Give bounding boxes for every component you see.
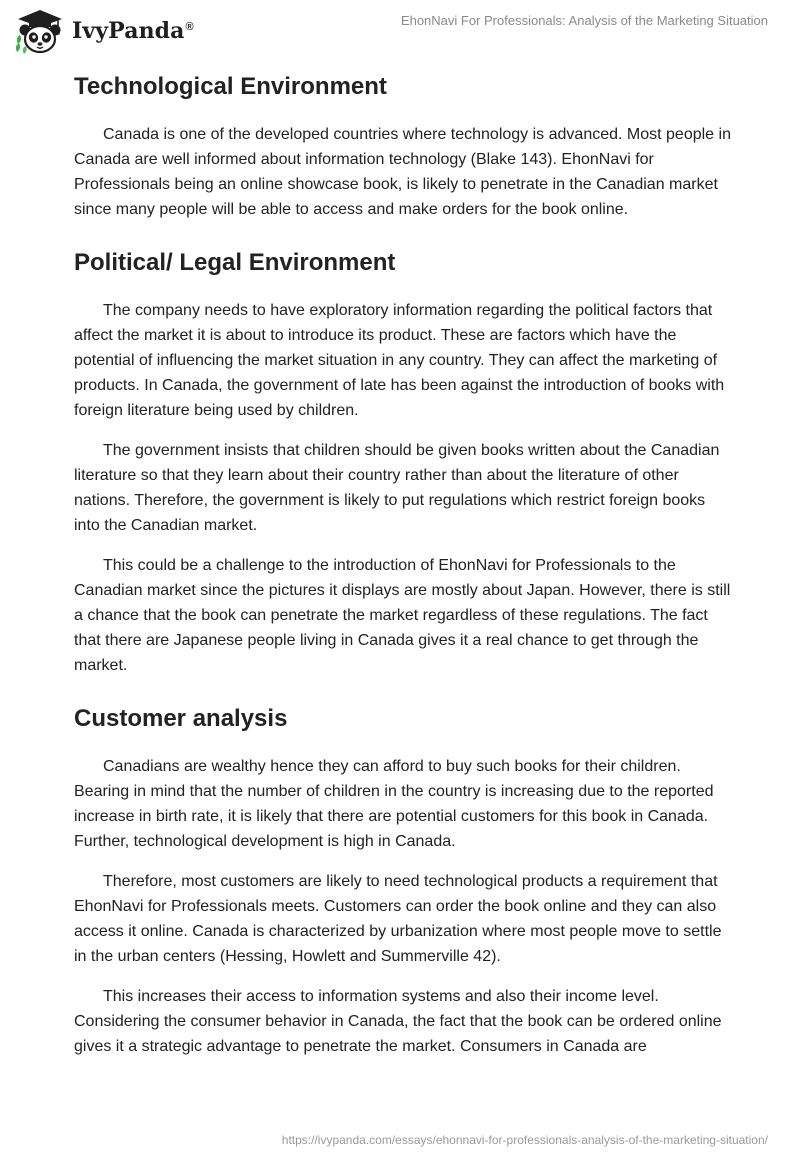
paragraph: This could be a challenge to the introduction of EhonNavi for Professionals to the Canadian market since the pictures it displays are mostly about Japan. However, there is still a chance that the book can penetrate the market regardless of these regulations. The fact that there are Japanese people living in Canada gives it a real chance to get through the market.: [74, 557, 731, 674]
source-url-link[interactable]: https://ivypanda.com/essays/ehonnavi-for-professionals-analysis-of-the-marketing-situation/: [281, 1133, 768, 1147]
page-header: [0, 0, 800, 60]
logo-text: IvyPanda®: [72, 18, 194, 44]
site-logo[interactable]: [14, 8, 194, 56]
document-title: EhonNavi For Professionals: Analysis of the Marketing Situation: [400, 13, 768, 28]
paragraph: Therefore, most customers are likely to need technological products a requirement that EhonNavi for Professionals meets. Customers can order the book online and they can also access it online. Canada is characterized by urbanization where most people move to settle in the urban centers (Hessing, Howlett and Summerville 42).: [74, 873, 722, 965]
section-heading-technological: Technological Environment: [74, 73, 387, 100]
essay-content: [74, 70, 734, 1074]
paragraph: The company needs to have exploratory information regarding the political factors that affect the market it is about to introduce its product. These are factors which have the potential of influencing the market situation in any country. They can affect the marketing of products. In Canada, the government of late has been against the introduction of books with foreign literature being used by children.: [74, 302, 725, 419]
paragraph: This increases their access to information systems and also their income level. Considering the consumer behavior in Canada, the fact that the book can be ordered online gives it a strategic advantage to penetrate the market. Consumers in Canada are: [74, 988, 722, 1055]
paragraph: The government insists that children should be given books written about the Canadian literature so that they learn about their country rather than about the literature of other nations. Therefore, the government is likely to put regulations which restrict foreign books into the Canadian market.: [74, 442, 720, 534]
ivypanda-panda-graduate-icon: [14, 8, 66, 56]
paragraph: Canada is one of the developed countries where technology is advanced. Most people in Canada are well informed about information technology (Blake 143). EhonNavi for Professionals being an online showcase book, is likely to penetrate in the Canadian market since many people will be able to access and make orders for the book online.: [74, 126, 731, 218]
section-heading-customer-analysis: Customer analysis: [74, 705, 288, 732]
section-heading-political-legal: Political/ Legal Environment: [74, 249, 396, 276]
paragraph: Canadians are wealthy hence they can afford to buy such books for their children. Bearing in mind that the number of children in the country is increasing due to the reported increase in birth rate, it is likely that there are potential customers for this book in Canada. Further, technological development is high in Canada.: [74, 758, 714, 850]
